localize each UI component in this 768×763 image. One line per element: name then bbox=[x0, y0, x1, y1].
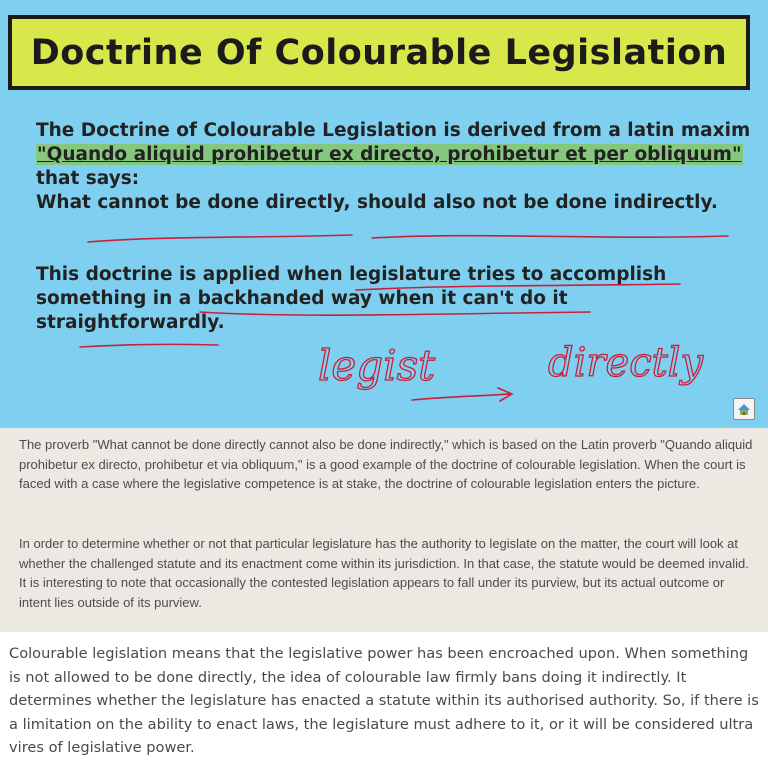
handwriting-legist: legist bbox=[318, 341, 436, 390]
home-icon[interactable] bbox=[733, 398, 755, 420]
title-box bbox=[8, 15, 750, 90]
slide-title: Doctrine Of Colourable Legislation bbox=[30, 32, 728, 73]
excerpt-paragraph-2: In order to determine whether or not that particular legislature has the authority to legislate on the matter, the court will look at whether the challenged statute and its enactment come within its jurisdiction. In that case, the statute would be deemed invalid. It is interesting to note that occasionally the contested legislation appears to fall under its purview, but its actual outcome or intent lies outside of its purview. bbox=[19, 536, 749, 610]
handwriting-arrow bbox=[412, 388, 512, 401]
maxim-meaning: What cannot be done directly, should also not be done indirectly. bbox=[36, 192, 718, 213]
underline-indirectly bbox=[372, 236, 728, 238]
definition-section bbox=[0, 632, 768, 763]
slide-paragraph-application: This doctrine is applied when legislature tries to accomplish something in a backhanded way when it can't do it straightforwardly. bbox=[36, 264, 667, 333]
slide-paragraph-maxim bbox=[36, 119, 756, 215]
handwriting-directly: directly bbox=[548, 340, 704, 386]
excerpt-section bbox=[0, 428, 768, 632]
maxim-intro: The Doctrine of Colourable Legislation is derived from a latin maxim bbox=[36, 120, 751, 141]
latin-maxim: "Quando aliquid prohibetur ex directo, prohibetur et per obliquum" bbox=[37, 144, 742, 165]
definition-paragraph: Colourable legislation means that the legislative power has been encroached upon. When something is not allowed to be done directly, the idea of colourable law firmly bans doing it indirectly. It determines whether the legislature has enacted a statute within its authorised authority. So, if there is a limitation on the ability to enact laws, the legislature must adhere to it, or it will be considered ultra vires of legislative power. bbox=[9, 645, 759, 756]
underline-directly bbox=[88, 235, 352, 242]
maxim-connector: that says: bbox=[36, 168, 140, 189]
underline-straightforwardly bbox=[80, 344, 218, 347]
excerpt-paragraph-1: The proverb "What cannot be done directly cannot also be done indirectly," which is based on the Latin proverb "Quando aliquid prohibetur ex directo, prohibetur et via obliquum," is a good example of the doctrine of colourable legislation. When the court is faced with a case where the legislative competence is at stake, the doctrine of colourable legislation enters the picture. bbox=[19, 437, 753, 491]
